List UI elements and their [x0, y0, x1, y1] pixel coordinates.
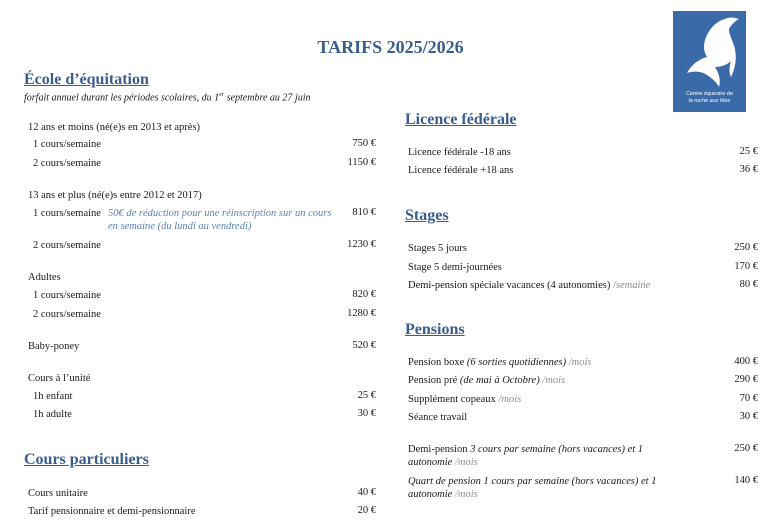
logo-line-1: Centre équestre de [685, 91, 734, 97]
row-label: 2 cours/semaine [33, 240, 101, 251]
row-price: 290 € [734, 374, 758, 385]
row-label: Licence fédérale +18 ans [408, 165, 514, 176]
unit-note: /mois [454, 489, 478, 500]
row-label: 1 cours/semaine [33, 139, 101, 150]
row-price: 250 € [734, 242, 758, 253]
row-label-pension-boxe [408, 356, 591, 369]
page-title: TARIFS 2025/2026 [317, 37, 464, 57]
row-price: 750 € [352, 138, 376, 149]
horse-head-icon [673, 11, 746, 91]
row-label: 1h enfant [33, 391, 73, 402]
row-price: 1280 € [347, 308, 376, 319]
group-label-adultes: Adultes [28, 272, 61, 283]
row-price: 30 € [739, 411, 758, 422]
group-label-12-ans: 12 ans et moins (né(e)s en 2013 et après) [28, 122, 201, 133]
row-label-quart-pension [408, 475, 693, 501]
demi-pension-detail: 3 cours par semaine (hors vacances) et 1 autonomie [408, 444, 644, 468]
row-price: 170 € [734, 261, 758, 272]
row-label: Stages 5 jours [408, 243, 467, 254]
ecole-subtitle-pre: forfait annuel durant les périodes scolaires, du 1 [24, 92, 220, 104]
row-label-demipension-vacances [408, 279, 650, 292]
row-label: Cours unitaire [28, 488, 88, 499]
row-label: 1 cours/semaine [33, 208, 101, 219]
copeaux-label: Supplément copeaux [408, 394, 496, 405]
unit-note: /mois [542, 375, 566, 386]
pension-pre-detail: (de mai à Octobre) [459, 375, 540, 386]
row-label: 1h adulte [33, 409, 72, 420]
unit-note: /mois [454, 457, 478, 468]
pension-boxe-detail: (6 sorties quotidiennes) [466, 357, 567, 368]
ecole-subtitle [24, 92, 310, 103]
row-label-demi-pension [408, 443, 688, 469]
demipension-vacances-label: Demi-pension spéciale vacances (4 autonomies) [408, 280, 611, 291]
row-price: 25 € [357, 390, 376, 401]
demi-pension-label: Demi-pension [408, 444, 468, 455]
row-price: 20 € [357, 505, 376, 516]
row-label: 2 cours/semaine [33, 158, 101, 169]
ecole-heading: École d’équitation [24, 71, 149, 88]
row-price: 1230 € [347, 239, 376, 250]
row-label: 2 cours/semaine [33, 309, 101, 320]
row-label-copeaux [408, 393, 521, 406]
stages-heading: Stages [405, 207, 449, 224]
row-label-baby-poney: Baby-poney [28, 341, 80, 352]
row-price: 30 € [357, 408, 376, 419]
row-label-seance-travail: Séance travail [408, 412, 468, 423]
row-price: 520 € [352, 340, 376, 351]
row-price: 810 € [352, 207, 376, 218]
row-price: 40 € [357, 487, 376, 498]
reinscription-note: 50€ de réduction pour une réinscription sur un cours en semaine (du lundi au vendredi) [108, 208, 332, 232]
row-price: 25 € [739, 146, 758, 157]
ecole-subtitle-post: septembre au 27 juin [224, 92, 311, 104]
row-label: Licence fédérale -18 ans [408, 147, 511, 158]
row-label: 1 cours/semaine [33, 290, 101, 301]
row-label: Tarif pensionnaire et demi-pensionnaire [28, 506, 196, 517]
pension-pre-label: Pension pré [408, 375, 458, 386]
quart-pension-detail: Quart de pension 1 cours par semaine (hors vacances) et 1 autonomie [408, 476, 657, 500]
row-price: 80 € [739, 279, 758, 290]
pension-boxe-label: Pension boxe [408, 357, 465, 368]
unit-note: /semaine [612, 280, 651, 291]
logo-text [673, 91, 746, 105]
row-label: Stage 5 demi-journées [408, 262, 502, 273]
unit-note: /mois [568, 357, 592, 368]
ecole-subtitle-sup: er [219, 92, 225, 98]
logo-line-2: la roche aux fées [688, 98, 731, 104]
licence-heading: Licence fédérale [405, 111, 517, 128]
pensions-heading: Pensions [405, 321, 465, 338]
row-price: 820 € [352, 289, 376, 300]
particuliers-heading: Cours particuliers [24, 451, 149, 468]
group-label-13-ans: 13 ans et plus (né(e)s entre 2012 et 2017) [28, 190, 202, 201]
row-price: 140 € [734, 475, 758, 486]
group-label-unite: Cours à l’unité [28, 373, 91, 384]
row-label-pension-pre [408, 374, 565, 387]
logo [673, 11, 746, 112]
row-price: 250 € [734, 443, 758, 454]
unit-note: /mois [498, 394, 522, 405]
row-price: 70 € [739, 393, 758, 404]
row-price: 1150 € [347, 157, 376, 168]
row-price: 400 € [734, 356, 758, 367]
row-price: 36 € [739, 164, 758, 175]
